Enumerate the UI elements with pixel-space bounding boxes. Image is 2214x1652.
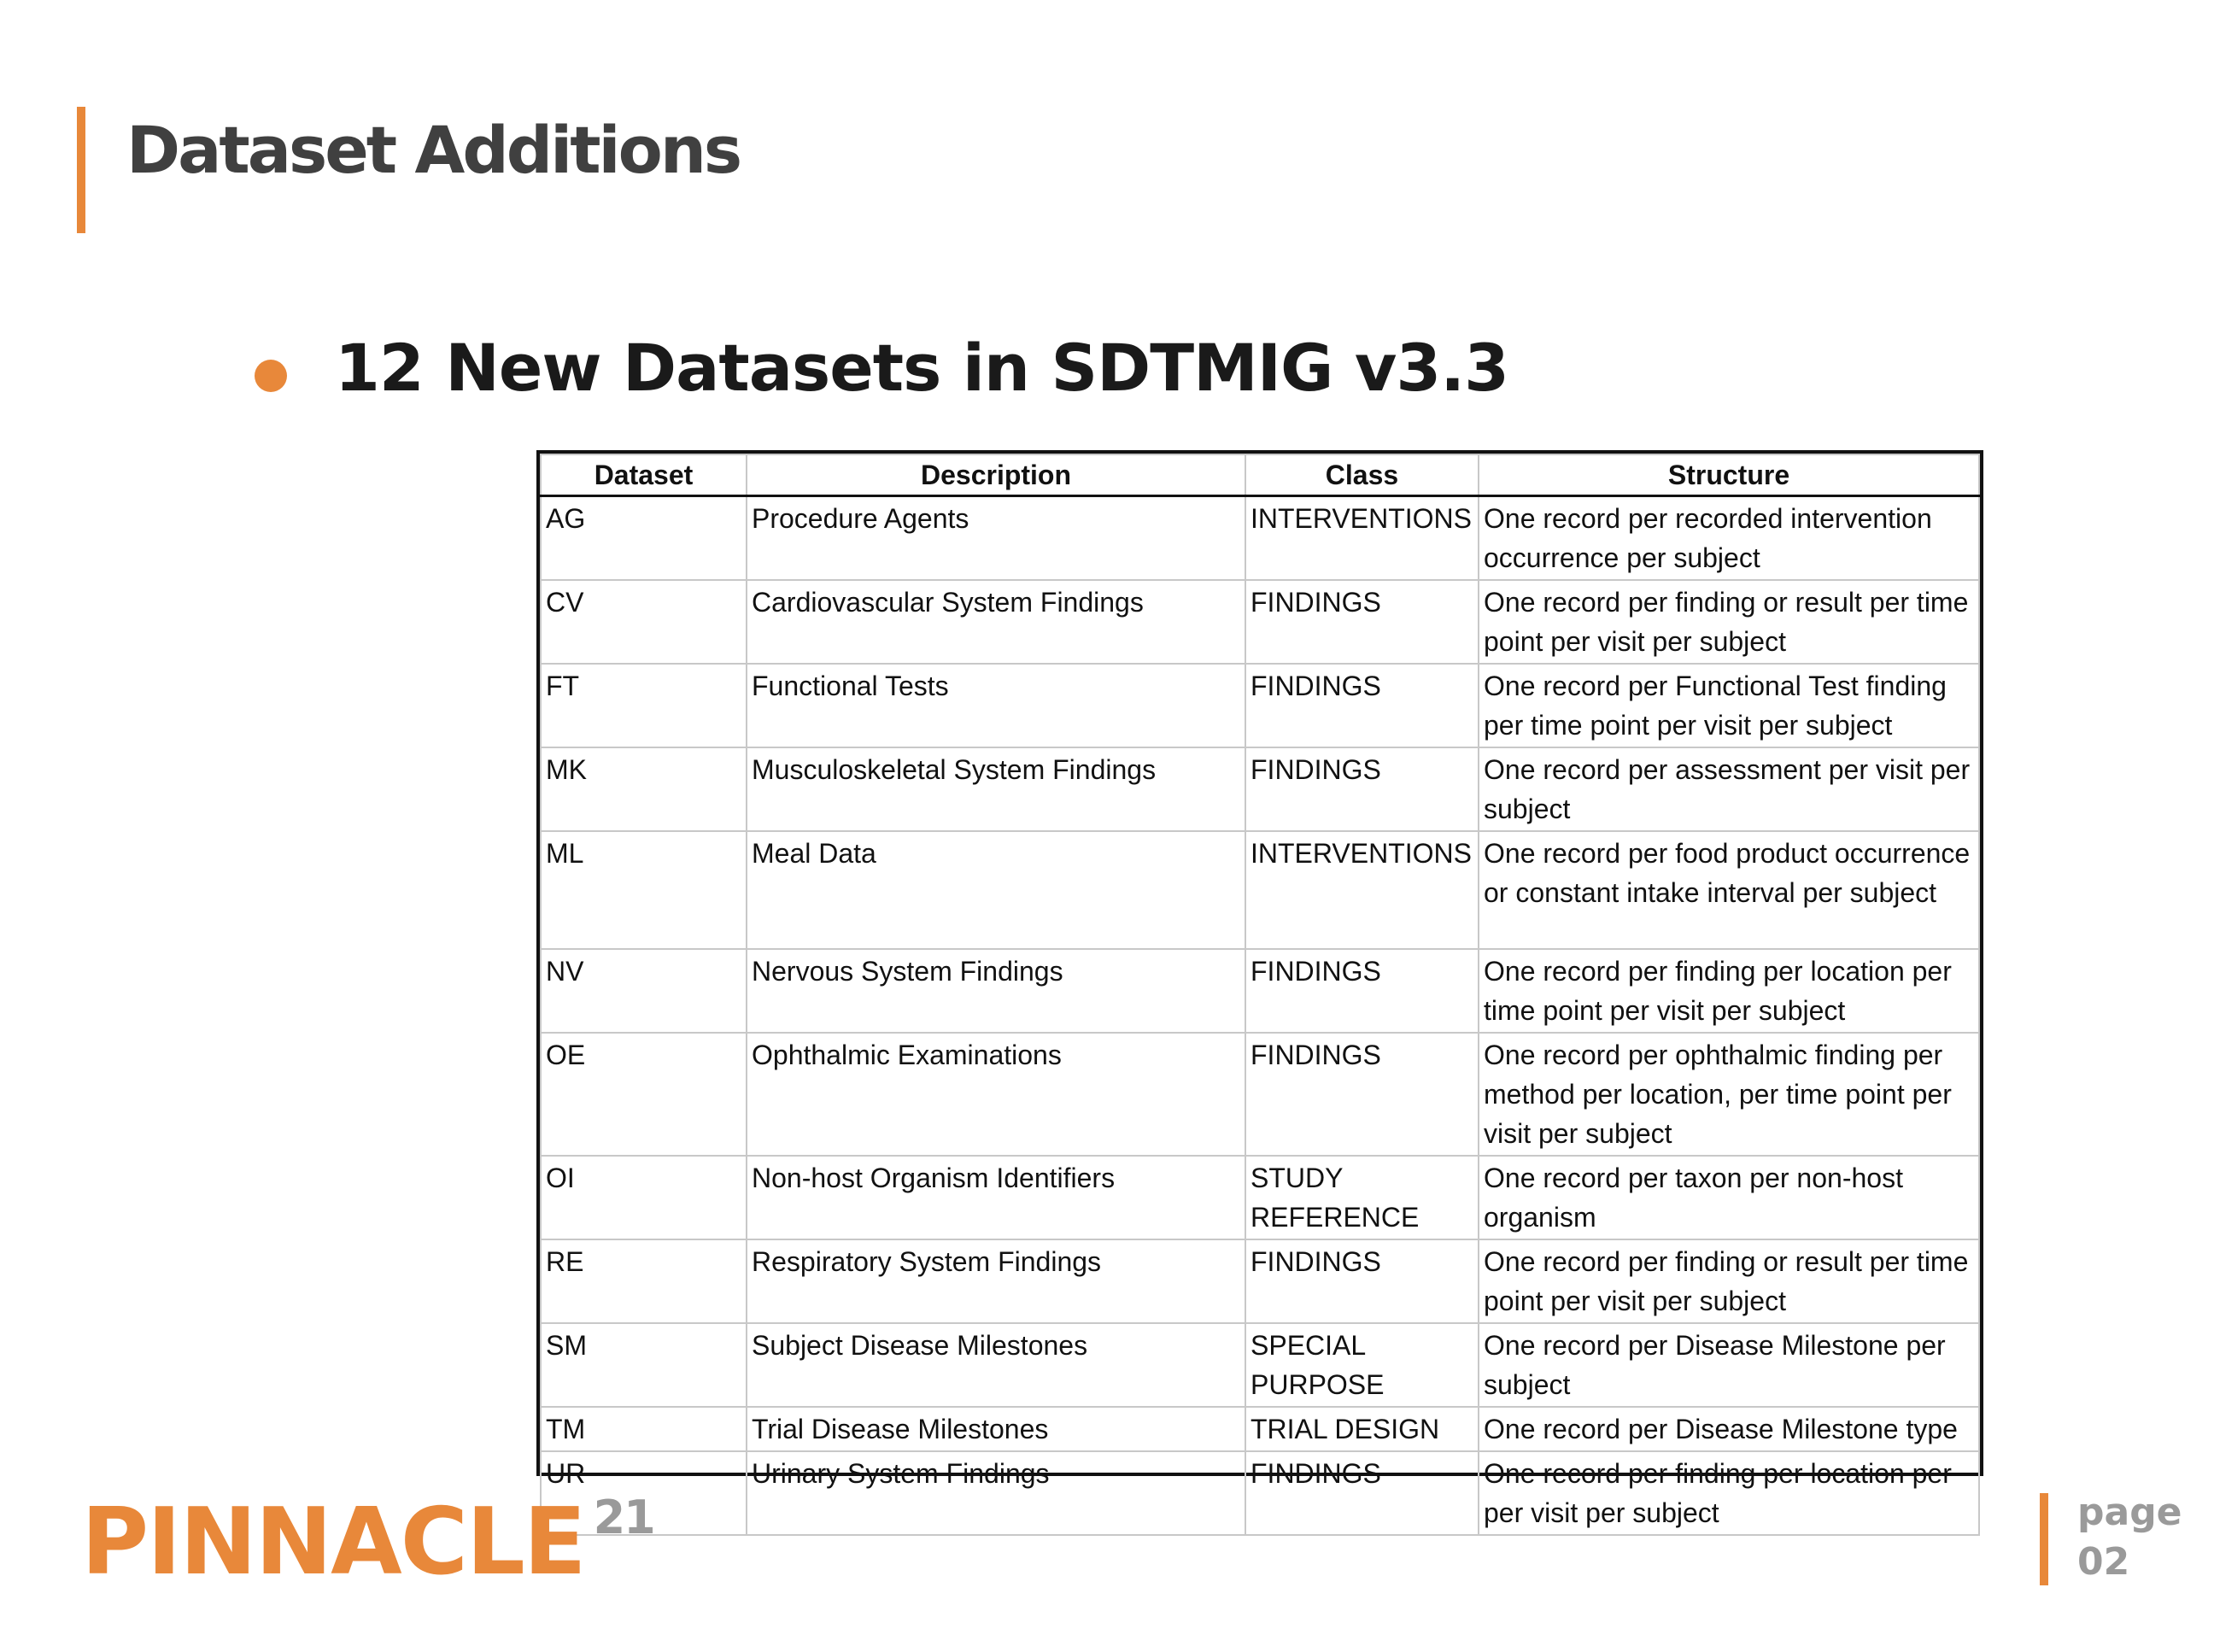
cell-class: FINDINGS [1245, 1239, 1479, 1323]
cell-dataset: SM [541, 1323, 747, 1407]
cell-description: Ophthalmic Examinations [747, 1033, 1245, 1156]
cell-class: FINDINGS [1245, 1451, 1479, 1535]
cell-dataset: CV [541, 580, 747, 664]
cell-class: INTERVENTIONS [1245, 831, 1479, 949]
table-row [541, 1156, 1979, 1239]
header-description: Description [747, 454, 1245, 496]
cell-structure: One record per finding per location per per visit per subject [1479, 1451, 1979, 1535]
cell-dataset: RE [541, 1239, 747, 1323]
cell-class: FINDINGS [1245, 747, 1479, 831]
cell-structure: One record per taxon per non-host organism [1479, 1156, 1979, 1239]
header-structure: Structure [1479, 454, 1979, 496]
cell-structure: One record per finding or result per time point per visit per subject [1479, 1239, 1979, 1323]
cell-dataset: ML [541, 831, 747, 949]
title-accent-bar [77, 107, 85, 233]
cell-dataset: NV [541, 949, 747, 1033]
header-dataset: Dataset [541, 454, 747, 496]
table-row [541, 580, 1979, 664]
table-row [541, 949, 1979, 1033]
table-row [541, 831, 1979, 949]
cell-class: INTERVENTIONS [1245, 496, 1479, 581]
cell-structure: One record per assessment per visit per subject [1479, 747, 1979, 831]
cell-structure: One record per recorded intervention occurrence per subject [1479, 496, 1979, 581]
cell-structure: One record per food product occurrence or constant intake interval per subject [1479, 831, 1979, 949]
page-accent-bar [2040, 1493, 2048, 1585]
table-row [541, 1033, 1979, 1156]
cell-structure: One record per Disease Milestone per subject [1479, 1323, 1979, 1407]
cell-dataset: AG [541, 496, 747, 581]
cell-structure: One record per finding per location per time point per visit per subject [1479, 949, 1979, 1033]
page-number: 02 [2077, 1540, 2130, 1584]
cell-dataset: OE [541, 1033, 747, 1156]
cell-description: Trial Disease Milestones [747, 1407, 1245, 1451]
cell-structure: One record per ophthalmic finding per method per location, per time point per visit per subject [1479, 1033, 1979, 1156]
cell-dataset: UR [541, 1451, 747, 1535]
logo-text: PINNACLE [81, 1489, 585, 1596]
table-row [541, 664, 1979, 747]
slide-title: Dataset Additions [126, 112, 741, 188]
cell-class: STUDY REFERENCE [1245, 1156, 1479, 1239]
cell-description: Nervous System Findings [747, 949, 1245, 1033]
cell-description: Meal Data [747, 831, 1245, 949]
datasets-table [540, 454, 1980, 1536]
cell-class: SPECIAL PURPOSE [1245, 1323, 1479, 1407]
cell-dataset: TM [541, 1407, 747, 1451]
page-indicator [2077, 1488, 2182, 1587]
cell-class: FINDINGS [1245, 1033, 1479, 1156]
bullet-text: 12 New Datasets in SDTMIG v3.3 [335, 330, 1509, 406]
table-row [541, 1451, 1979, 1535]
cell-structure: One record per Disease Milestone type [1479, 1407, 1979, 1451]
cell-description: Subject Disease Milestones [747, 1323, 1245, 1407]
cell-structure: One record per Functional Test finding per time point per visit per subject [1479, 664, 1979, 747]
cell-description: Cardiovascular System Findings [747, 580, 1245, 664]
table-row [541, 1407, 1979, 1451]
cell-dataset: OI [541, 1156, 747, 1239]
table-row [541, 496, 1979, 581]
cell-dataset: FT [541, 664, 747, 747]
logo-superscript: 21 [593, 1491, 654, 1544]
pinnacle21-logo [81, 1489, 654, 1596]
cell-description: Procedure Agents [747, 496, 1245, 581]
bullet-dot [255, 360, 287, 392]
cell-description: Functional Tests [747, 664, 1245, 747]
cell-description: Non-host Organism Identifiers [747, 1156, 1245, 1239]
table-row [541, 747, 1979, 831]
cell-class: FINDINGS [1245, 580, 1479, 664]
cell-description: Urinary System Findings [747, 1451, 1245, 1535]
table-header-row [541, 454, 1979, 496]
cell-class: FINDINGS [1245, 664, 1479, 747]
header-class: Class [1245, 454, 1479, 496]
cell-class: FINDINGS [1245, 949, 1479, 1033]
table-row [541, 1239, 1979, 1323]
cell-class: TRIAL DESIGN [1245, 1407, 1479, 1451]
cell-description: Respiratory System Findings [747, 1239, 1245, 1323]
table-row [541, 1323, 1979, 1407]
cell-description: Musculoskeletal System Findings [747, 747, 1245, 831]
cell-structure: One record per finding or result per time point per visit per subject [1479, 580, 1979, 664]
page-label: page [2077, 1491, 2182, 1534]
cell-dataset: MK [541, 747, 747, 831]
